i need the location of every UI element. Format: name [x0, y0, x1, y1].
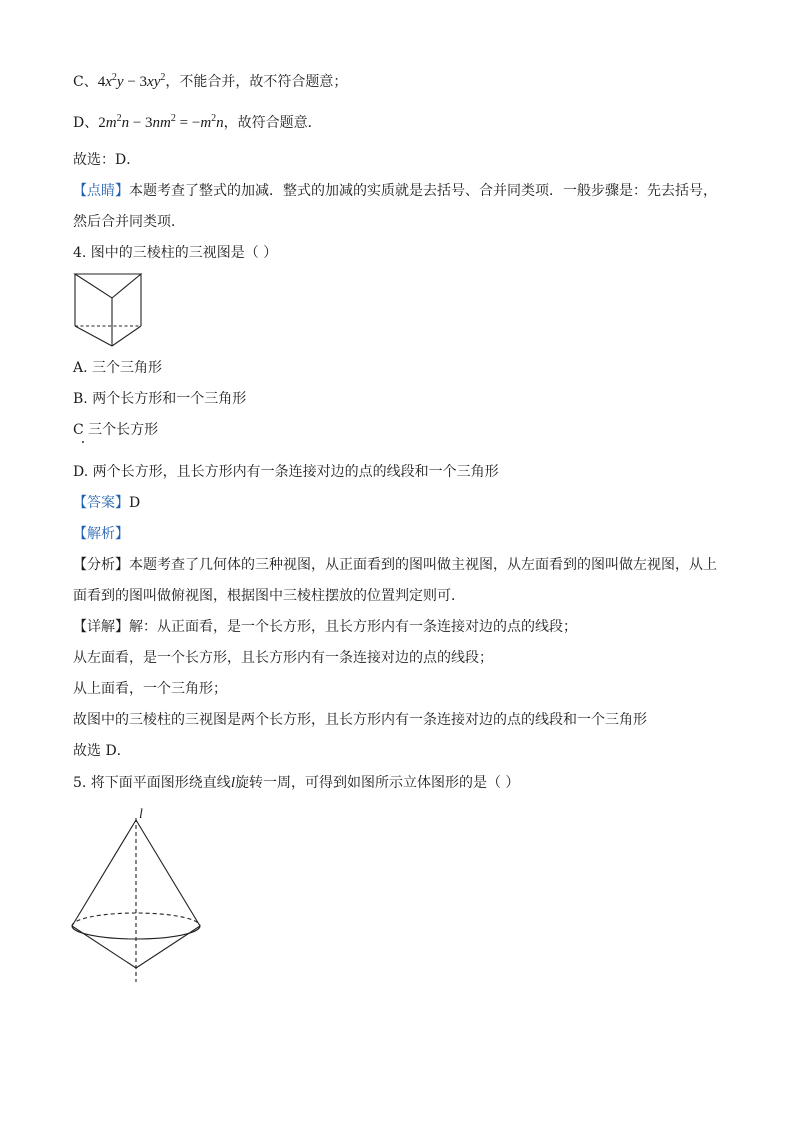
option-d-text: ，故符合题意． — [223, 115, 322, 131]
q5-stem-var: l — [230, 775, 235, 791]
analysis-text-1: 本题考查了几何体的三种视图，从正面看到的图叫做主视图，从左面看到的图叫做左视图，从上 — [129, 557, 717, 573]
comment-line-2: 然后合并同类项． — [73, 214, 185, 230]
jiexi-tag: 【解析】 — [73, 526, 129, 542]
q4-answer-line — [73, 493, 140, 513]
axis-label-l: l — [139, 807, 143, 822]
comment-tag: 【点睛】 — [73, 183, 129, 199]
detail-text-1: 解：从正面看，是一个长方形，且长方形内有一条连接对边的点的线段； — [129, 619, 577, 635]
detail-tag: 【详解】 — [73, 619, 129, 635]
stray-dot-mark — [82, 441, 84, 443]
analysis-line-1 — [73, 555, 717, 575]
q4-stem: 4. 图中的三棱柱的三视图是（ ） — [73, 245, 278, 261]
detail-line-3: 从上面看，一个三角形； — [73, 681, 227, 697]
q5-stem-pre: 5. 将下面平面图形绕直线 — [73, 775, 231, 791]
comment-text-1: 本题考查了整式的加减．整式的加减的实质就是去括号、合并同类项．一般步骤是：先去括号， — [129, 183, 717, 199]
detail-line-1 — [73, 617, 577, 637]
analysis-tag: 【分析】 — [73, 557, 129, 573]
detail-line-4: 故图中的三棱柱的三视图是两个长方形，且长方形内有一条连接对边的点的线段和一个三角形 — [73, 712, 647, 728]
answer-value: D — [129, 495, 141, 511]
comment-line-1 — [73, 181, 717, 201]
choose-1: 故选：D． — [73, 152, 141, 168]
option-d-label: D、 — [73, 115, 99, 131]
option-c-expression: $4x^2y - 3xy^2$ — [97, 72, 166, 90]
option-c-line — [73, 72, 347, 92]
q4-option-d: D. 两个长方形，且长方形内有一条连接对边的点的线段和一个三角形 — [73, 464, 499, 480]
double-cone-figure — [66, 800, 216, 985]
q4-option-b: B. 两个长方形和一个三角形 — [73, 391, 247, 407]
answer-tag: 【答案】 — [73, 495, 129, 511]
triangular-prism-figure — [70, 270, 146, 350]
option-c-label: C、 — [73, 74, 98, 90]
choose-2: 故选 D． — [73, 743, 131, 759]
option-d-line — [73, 113, 322, 133]
q4-option-a: A. 三个三角形 — [73, 360, 163, 376]
option-d-expression: $2m^2n - 3nm^2 = -m^2n$ — [98, 113, 224, 131]
analysis-line-2: 面看到的图叫做俯视图，根据图中三棱柱摆放的位置判定则可． — [73, 588, 465, 604]
q5-stem — [73, 773, 519, 793]
q4-option-c: C 三个长方形 — [73, 422, 159, 438]
option-c-text: ，不能合并，故不符合题意； — [165, 74, 348, 90]
q5-stem-post: 旋转一周，可得到如图所示立体图形的是（ ） — [234, 775, 520, 791]
detail-line-2: 从左面看，是一个长方形，且长方形内有一条连接对边的点的线段； — [73, 650, 493, 666]
